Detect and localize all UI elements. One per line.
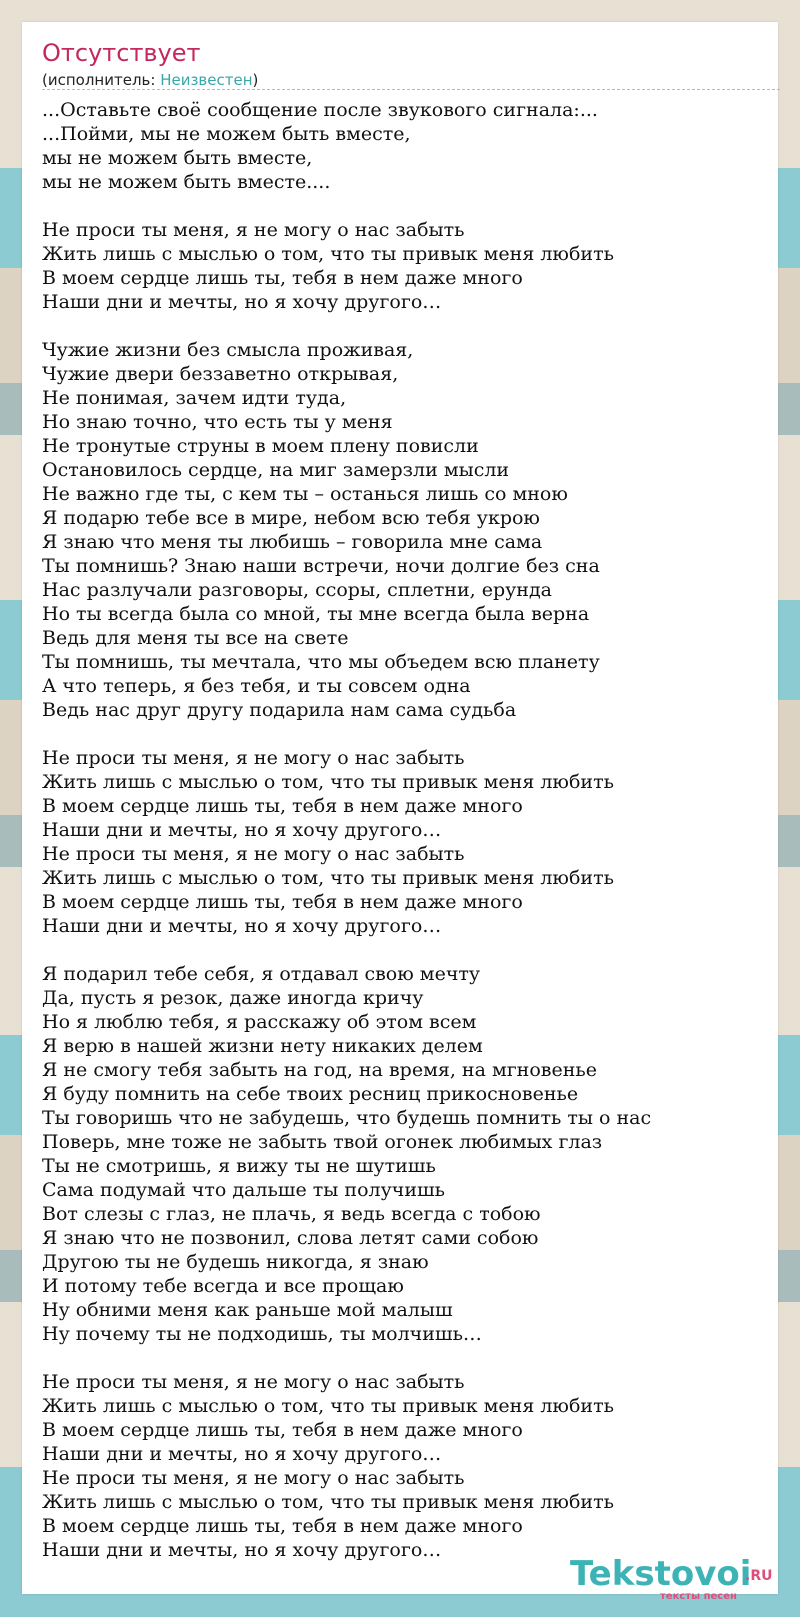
logo-tld: .RU — [745, 1568, 773, 1584]
lyric-line: Ты не смотришь, я вижу ты не шутишь — [42, 1155, 436, 1177]
lyric-line: Наши дни и мечты, но я хочу другого… — [42, 1539, 442, 1561]
lyric-line: Не важно где ты, с кем ты – останься лишь со мною — [42, 483, 568, 505]
lyric-line: Наши дни и мечты, но я хочу другого… — [42, 291, 442, 313]
lyric-line: Наши дни и мечты, но я хочу другого… — [42, 1443, 442, 1465]
lyric-line: Я верю в нашей жизни нету никаких делем — [42, 1035, 483, 1057]
lyric-line: Но ты всегда была со мной, ты мне всегда была верна — [42, 603, 590, 625]
lyric-line: Жить лишь с мыслью о том, что ты привык меня любить — [42, 243, 614, 265]
lyric-line: Не проси ты меня, я не могу о нас забыть — [42, 219, 465, 241]
lyric-line: ...Оставьте своё сообщение после звукового сигнала:... — [42, 99, 598, 121]
lyric-line: ...Пойми, мы не можем быть вместе, — [42, 123, 411, 145]
lyric-line: Не тронутые струны в моем плену повисли — [42, 435, 479, 457]
song-title: Отсутствует — [42, 39, 201, 67]
lyric-line: Чужие жизни без смысла проживая, — [42, 339, 414, 361]
lyric-line: мы не можем быть вместе, — [42, 147, 313, 169]
lyric-line: Жить лишь с мыслью о том, что ты привык меня любить — [42, 771, 614, 793]
lyrics-text — [42, 98, 772, 1562]
lyric-line: Я подарил тебе себя, я отдавал свою мечту — [42, 963, 481, 985]
lyric-line: Я знаю что не позвонил, слова летят сами собою — [42, 1227, 539, 1249]
lyric-line: Не понимая, зачем идти туда, — [42, 387, 347, 409]
lyric-line: Не проси ты меня, я не могу о нас забыть — [42, 1371, 465, 1393]
lyric-line: В моем сердце лишь ты, тебя в нем даже много — [42, 1419, 523, 1441]
lyric-line: Ты помнишь? Знаю наши встречи, ночи долгие без сна — [42, 555, 600, 577]
lyric-line: Я знаю что меня ты любишь – говорила мне сама — [42, 531, 543, 553]
lyric-line: Не проси ты меня, я не могу о нас забыть — [42, 747, 465, 769]
stanza-gap — [42, 722, 772, 746]
lyric-line: Не проси ты меня, я не могу о нас забыть — [42, 1467, 465, 1489]
site-logo[interactable] — [570, 1554, 790, 1604]
lyric-line: Наши дни и мечты, но я хочу другого… — [42, 915, 442, 937]
lyric-line: Жить лишь с мыслью о том, что ты привык меня любить — [42, 1395, 614, 1417]
lyric-line: мы не можем быть вместе.... — [42, 171, 331, 193]
lyrics-card — [22, 22, 778, 1602]
lyric-line: Да, пусть я резок, даже иногда кричу — [42, 987, 424, 1009]
lyric-line: Не проси ты меня, я не могу о нас забыть — [42, 843, 465, 865]
lyric-line: Наши дни и мечты, но я хочу другого… — [42, 819, 442, 841]
stanza-gap — [42, 938, 772, 962]
lyric-line: Ведь для меня ты все на свете — [42, 627, 349, 649]
lyric-line: Чужие двери беззаветно открывая, — [42, 363, 399, 385]
lyric-line: Ты говоришь что не забудешь, что будешь помнить ты о нас — [42, 1107, 652, 1129]
lyric-line: Жить лишь с мыслью о том, что ты привык меня любить — [42, 867, 614, 889]
stanza-gap — [42, 194, 772, 218]
lyric-line: В моем сердце лишь ты, тебя в нем даже много — [42, 267, 523, 289]
lyric-line: В моем сердце лишь ты, тебя в нем даже много — [42, 795, 523, 817]
lyric-line: Ну обними меня как раньше мой малыш — [42, 1299, 453, 1321]
lyric-line: Но знаю точно, что есть ты у меня — [42, 411, 393, 433]
lyric-line: Я не смогу тебя забыть на год, на время, на мгновенье — [42, 1059, 597, 1081]
lyric-line: Сама подумай что дальше ты получишь — [42, 1179, 445, 1201]
lyric-line: Ну почему ты не подходишь, ты молчишь… — [42, 1323, 482, 1345]
stanza-gap — [42, 1346, 772, 1370]
lyric-line: Ведь нас друг другу подарила нам сама судьба — [42, 699, 517, 721]
lyric-line: Поверь, мне тоже не забыть твой огонек любимых глаз — [42, 1131, 603, 1153]
lyric-line: Другою ты не будешь никогда, я знаю — [42, 1251, 429, 1273]
logo-wordmark: Tekstovoi — [570, 1554, 752, 1594]
lyric-line: Ты помнишь, ты мечтала, что мы объедем всю планету — [42, 651, 600, 673]
artist-link[interactable]: Неизвестен — [160, 71, 253, 89]
stanza-gap — [42, 314, 772, 338]
lyric-line: Нас разлучали разговоры, ссоры, сплетни, ерунда — [42, 579, 552, 601]
artist-line — [42, 71, 258, 89]
lyric-line: Жить лишь с мыслью о том, что ты привык меня любить — [42, 1491, 614, 1513]
lyric-line: В моем сердце лишь ты, тебя в нем даже много — [42, 891, 523, 913]
lyric-line: В моем сердце лишь ты, тебя в нем даже много — [42, 1515, 523, 1537]
lyric-line: Вот слезы с глаз, не плачь, я ведь всегда с тобою — [42, 1203, 541, 1225]
logo-tagline: тексты песен — [660, 1591, 737, 1602]
lyric-line: И потому тебе всегда и все прощаю — [42, 1275, 404, 1297]
lyric-line: Я буду помнить на себе твоих ресниц прикосновенье — [42, 1083, 579, 1105]
lyric-line: Но я люблю тебя, я расскажу об этом всем — [42, 1011, 477, 1033]
artist-suffix: ) — [252, 71, 259, 89]
title-divider — [42, 89, 780, 90]
lyric-line: Я подарю тебе все в мире, небом всю тебя укрою — [42, 507, 540, 529]
artist-prefix: (исполнитель: — [42, 71, 161, 89]
lyric-line: Остановилось сердце, на миг замерзли мысли — [42, 459, 510, 481]
lyric-line: А что теперь, я без тебя, и ты совсем одна — [42, 675, 471, 697]
